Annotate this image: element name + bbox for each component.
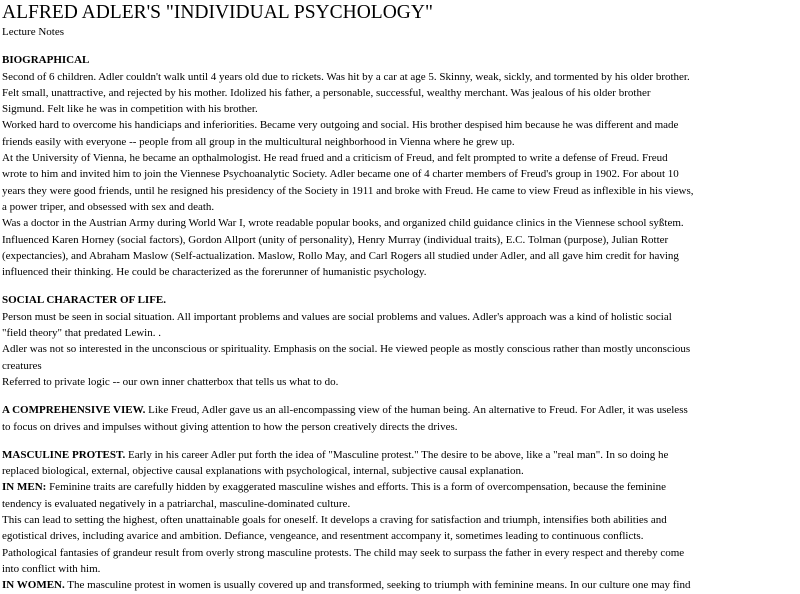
- text-line: to focus on drives and impulses without giving attention to how the person creatively directs the drives.: [2, 420, 458, 433]
- text-line: tendency is evaluated negatively in a patriarchal, masculine-dominated culture.: [2, 497, 351, 510]
- text-line: Was a doctor in the Austrian Army during World War I, wrote readable popular books, and organized child guidance clinics in the Viennese school syßtem.: [2, 217, 684, 230]
- bold-heading: MASCULINE PROTEST.: [2, 448, 126, 461]
- text-line: Person must be seen in social situation. All important problems and values are social problems and values. Adler's approach was a kind of holistic social: [2, 310, 672, 323]
- text-line: [2, 52, 800, 68]
- text-line: Referred to private logic -- our own inner chatterbox that tells us what to do.: [2, 375, 339, 388]
- text-line: IN MEN: Feminine traits are carefully hidden by exaggerated masculine wishes and efforts. This is a form of overcompensation, because the feminine: [2, 481, 666, 494]
- text-line: Second of 6 children. Adler couldn't walk until 4 years old due to rickets. Was hit by a car at age 5. Skinny, weak, sickly, and tormented by his older brother.: [2, 70, 690, 83]
- text-line: Influenced Karen Horney (social factors), Gordon Allport (unity of personality), Henry Murray (individual traits), E.C. Tolman (purpose), Julian Rotter: [2, 233, 669, 246]
- text-line: Worked hard to overcome his handiciaps and inferiorities. Became very outgoing and social. His brother despised him because he was different and made: [2, 119, 679, 132]
- page-subtitle: Lecture Notes: [2, 26, 64, 38]
- text-line: influenced their thinking. He could be characterized as the forerunner of humanistic psychology.: [2, 266, 427, 279]
- sections-container: [2, 52, 800, 593]
- page-title: ALFRED ADLER'S "INDIVIDUAL PSYCHOLOGY": [2, 2, 433, 23]
- bold-heading: IN WOMEN.: [2, 579, 65, 592]
- section: [2, 292, 800, 390]
- text-line: a power triper, and obsessed with sex and death.: [2, 200, 215, 213]
- text-line: MASCULINE PROTEST. Early in his career Adler put forth the idea of "Masculine protest." The desire to be above, like a "real man". In so doing he: [2, 448, 669, 461]
- section: [2, 447, 800, 594]
- text-line: This can lead to setting the highest, often unattainable goals for oneself. It develops a craving for satisfaction and triumph, intensifies both abilities and: [2, 514, 667, 527]
- text-line: Pathological fantasies of grandeur result from overly strong masculine protests. The child may seek to surpass the father in every respect and thereby come: [2, 546, 685, 559]
- text-line: replaced biological, external, objective causal explanations with psychological, internal, subjective causal explanation.: [2, 465, 524, 478]
- text-line: into conflict with him.: [2, 562, 101, 575]
- section: [2, 52, 800, 280]
- bold-heading: A COMPREHENSIVE VIEW.: [2, 404, 146, 417]
- bold-heading: SOCIAL CHARACTER OF LIFE.: [2, 294, 167, 307]
- text-line: years they were good friends, until he resigned his presidency of the Society in 1911 and broke with Freud. He came to view Freud as inflexible in his views,: [2, 184, 694, 197]
- bold-heading: IN MEN:: [2, 481, 47, 494]
- text-line: A COMPREHENSIVE VIEW. Like Freud, Adler gave us an all-encompassing view of the human being. An alternative to Freud. For Adler, it was useless: [2, 404, 688, 417]
- text-line: Adler was not so interested in the unconscious or spirituality. Emphasis on the social. He viewed people as mostly conscious rather than mostly unconscious: [2, 343, 691, 356]
- text-line: wrote to him and invited him to join the Viennese Psychoanalytic Society. Adler became one of 4 charter members of Freud's group in 1902. For about 10: [2, 168, 679, 181]
- text-line: friends easily with everyone -- people from all group in the multicultural neighborhood in Vienna where he grew up.: [2, 135, 515, 148]
- text-line: Felt small, unattractive, and rejected by his mother. Idolized his father, a personable, successful, wealthy merchant. Was jealous of his older brother: [2, 86, 651, 99]
- bold-heading: BIOGRAPHICAL: [2, 54, 90, 67]
- text-line: [2, 292, 800, 308]
- text-line: "field theory" that predated Lewin. .: [2, 327, 161, 340]
- text-line: IN WOMEN. The masculine protest in women is usually covered up and transformed, seeking to triumph with feminine means. In our culture one may find: [2, 579, 691, 592]
- text-line: Sigmund. Felt like he was in competition with his brother.: [2, 103, 258, 116]
- text-line: creatures: [2, 359, 42, 372]
- text-line: At the University of Vienna, he became an opthalmologist. He read frued and a criticism of Freud, and felt prompted to write a defense of Freud. Freud: [2, 152, 668, 165]
- text-line: egotistical drives, including avarice and ambition. Defiance, vengeance, and resentment accompany it, sometimes leading to continuous conflicts.: [2, 530, 644, 543]
- text-line: (expectancies), and Abraham Maslow (Self-actualization. Maslow, Rollo May, and Carl Rogers all studied under Adler, and all gave him credit for having: [2, 249, 679, 262]
- section: [2, 402, 800, 435]
